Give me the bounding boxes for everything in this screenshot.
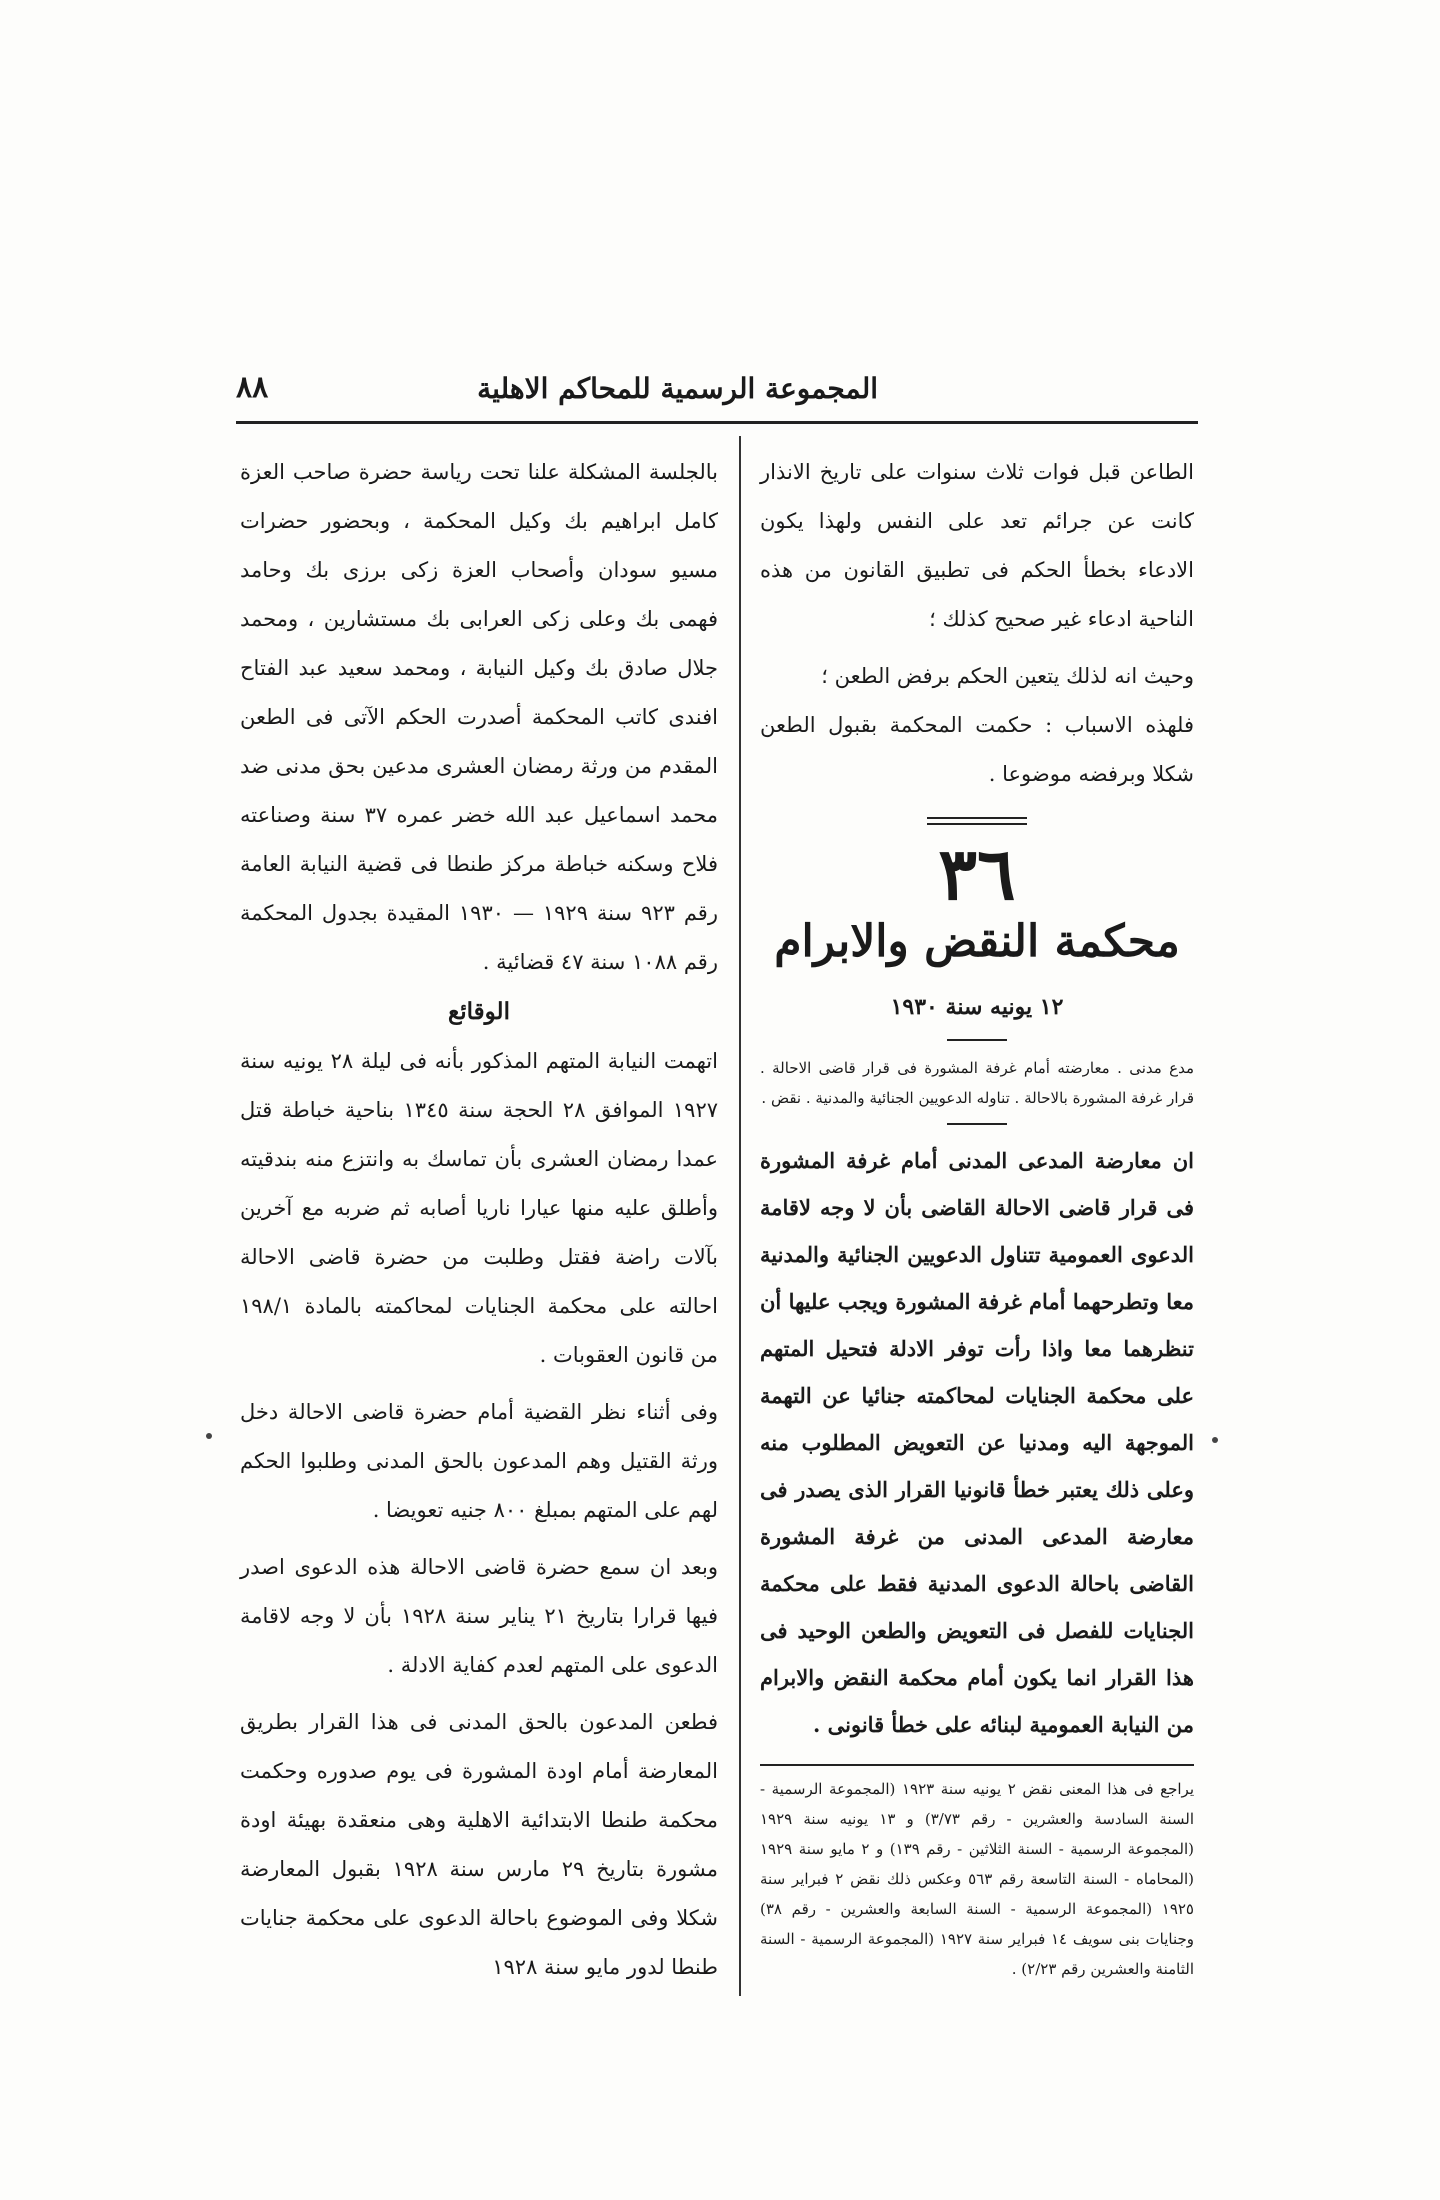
margin-mark: [206, 1433, 212, 1439]
facts-paragraph: وفى أثناء نظر القضية أمام حضرة قاضى الاحالة دخل ورثة القتيل وهم المدعون بالحق المدنى وطلبوا الحكم لهم على المتهم بمبلغ ٨٠٠ جنيه تعويضا .: [240, 1400, 718, 1522]
case-number: ٣٦: [938, 831, 1016, 916]
decision-date: ١٢ يونيه سنة ١٩٣٠: [890, 994, 1064, 1020]
paragraph: الطاعن قبل فوات ثلاث سنوات على تاريخ الانذار كانت عن جرائم تعد على النفس ولهذا يكون الادعاء بخطأ الحكم فى تطبيق القانون من هذه الناحية ادعاء غير صحيح كذلك ؛: [760, 460, 1194, 631]
facts-paragraph: وبعد ان سمع حضرة قاضى الاحالة هذه الدعوى اصدر فيها قرارا بتاريخ ٢١ يناير سنة ١٩٢٨ بأن لا وجه لاقامة الدعوى على المتهم لعدم كفاية الادلة .: [240, 1555, 718, 1677]
margin-mark: [1212, 1437, 1218, 1443]
footnote-rule: [760, 1764, 1194, 1766]
short-divider: [947, 1123, 1007, 1125]
section-divider: [927, 817, 1027, 825]
case-keywords: مدع مدنى . معارضته أمام غرفة المشورة فى قرار قاضى الاحالة . قرار غرفة المشورة بالاحالة . تناوله الدعويين الجنائية والمدنية . نقض .: [760, 1059, 1194, 1107]
left-column: [240, 448, 718, 1992]
short-divider: [947, 1039, 1007, 1041]
right-column: [760, 448, 1194, 1984]
footnote: يراجع فى هذا المعنى نقض ٢ يونيه سنة ١٩٢٣ (المجموعة الرسمية - السنة السادسة والعشرين - رقم ٣/٧٣) و ١٣ يونيه سنة ١٩٢٩ (المجموعة الرسمية - السنة الثلاثين - رقم ١٣٩) و ٢ مايو سنة ١٩٢٩ (المحاماه - السنة التاسعة رقم ٥٦٣ وعكس ذلك نقض ٢ فبراير سنة ١٩٢٥ (المجموعة الرسمية - السنة السابعة والعشرين - رقم ٣٨) وجنايات بنى سويف ١٤ فبراير سنة ١٩٢٧ (المجموعة الرسمية - السنة الثامنة والعشرين رقم ٢/٢٣) .: [760, 1780, 1194, 1978]
facts-heading: الوقائع: [448, 998, 510, 1025]
legal-principle: ان معارضة المدعى المدنى أمام غرفة المشورة فى قرار قاضى الاحالة القاضى بأن لا وجه لاقامة الدعوى العمومية تتناول الدعويين الجنائية والمدنية معا وتطرحهما أمام غرفة المشورة ويجب عليها أن تنظرهما معا واذا رأت توفر الادلة فتحيل المتهم على محكمة الجنايات لمحاكمته جنائيا عن التهمة الموجهة اليه ومدنيا عن التعويض المطلوب منه وعلى ذلك يعتبر خطأ قانونيا القرار الذى يصدر فى معارضة المدعى المدنى من غرفة المشورة القاضى باحالة الدعوى المدنية فقط على محكمة الجنايات للفصل فى التعويض والطعن الوحيد فى هذا القرار انما يكون أمام محكمة النقض والابرام من النيابة العمومية لبنائه على خطأ قانونى .: [760, 1148, 1194, 1737]
paragraph: وحيث انه لذلك يتعين الحكم برفض الطعن ؛: [821, 664, 1194, 688]
header-rule: [236, 421, 1198, 424]
paragraph: فلهذه الاسباب : حكمت المحكمة بقبول الطعن شكلا وبرفضه موضوعا .: [760, 713, 1194, 786]
page-number: ٨٨: [236, 370, 269, 405]
court-name: محكمة النقض والابرام: [774, 916, 1180, 967]
facts-paragraph: فطعن المدعون بالحق المدنى فى هذا القرار بطريق المعارضة أمام اودة المشورة فى يوم صدوره وحكمت محكمة طنطا الابتدائية الاهلية وهى منعقدة بهيئة اودة مشورة بتاريخ ٢٩ مارس سنة ١٩٢٨ بقبول المعارضة شكلا وفى الموضوع باحالة الدعوى على محكمة جنايات طنطا لدور مايو سنة ١٩٢٨: [240, 1710, 719, 1979]
page-header: [236, 368, 1198, 418]
facts-paragraph: اتهمت النيابة المتهم المذكور بأنه فى ليلة ٢٨ يونيه سنة ١٩٢٧ الموافق ٢٨ الحجة سنة ١٣٤٥ بناحية خباطة قتل عمدا رمضان العشرى بأن تماسك به وانتزع منه بندقيته وأطلق عليه منها عيارا ناريا أصابه ثم ضربه مع آخرين بآلات راضة فقتل وطلبت من حضرة قاضى الاحالة احالته على محكمة الجنايات لمحاكمته بالمادة ١٩٨/١ من قانون العقوبات .: [240, 1049, 719, 1367]
running-title: المجموعة الرسمية للمحاكم الاهلية: [477, 372, 878, 405]
column-divider: [739, 436, 741, 1996]
session-intro: بالجلسة المشكلة علنا تحت رياسة حضرة صاحب العزة كامل ابراهيم بك وكيل المحكمة ، وبحضور حضرات مسيو سودان وأصحاب العزة زكى برزى بك وحامد فهمى بك وعلى زكى العرابى بك مستشارين ، ومحمد جلال صادق بك وكيل النيابة ، ومحمد سعيد عبد الفتاح افندى كاتب المحكمة أصدرت الحكم الآتى فى الطعن المقدم من ورثة رمضان العشرى مدعين بحق مدنى ضد محمد اسماعيل عبد الله خضر عمره ٣٧ سنة وصناعته فلاح وسكنه خباطة مركز طنطا فى قضية النيابة العامة رقم ٩٢٣ سنة ١٩٢٩ — ١٩٣٠ المقيدة بجدول المحكمة رقم ١٠٨٨ سنة ٤٧ قضائية .: [240, 460, 718, 974]
